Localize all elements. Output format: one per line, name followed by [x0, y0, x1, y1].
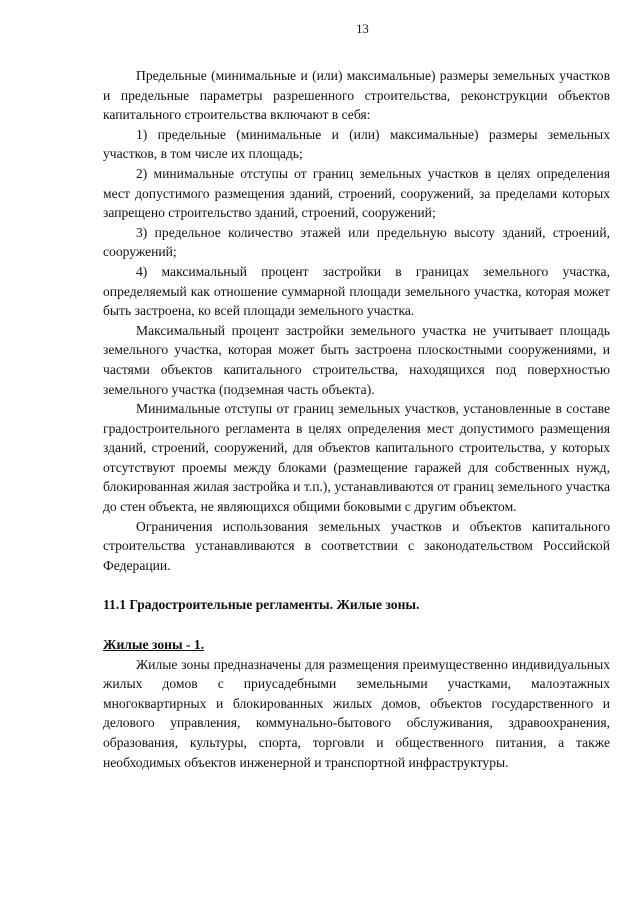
paragraph-build-percent: Максимальный процент застройки земельного участка не учитывает площадь земельного участка, которая может быть застроена плоскостными сооружениями, и частями объектов капитального строительства, находящихся под поверхностью земельного участка (подземная часть объекта).: [103, 322, 610, 397]
paragraph-intro: Предельные (минимальные и (или) максимальные) размеры земельных участков и предельные параметры разрешенного строительства, реконструкции объектов капитального строительства включают в себя:: [103, 68, 610, 123]
paragraph-restrictions: Ограничения использования земельных участков и объектов капитального строительства устанавливаются в соответствии с законодательством Российской Федерации.: [103, 518, 610, 573]
subsection-heading: Жилые зоны - 1.: [103, 637, 205, 653]
list-item-1: 1) предельные (минимальные и (или) максимальные) размеры земельных участков, в том числе их площадь;: [103, 126, 610, 162]
paragraph-min-offsets: Минимальные отступы от границ земельных участков, установленные в составе градостроительного регламента в целях определения мест допустимого размещения зданий, строений, сооружений, для объектов капитального строительства, у которых отсутствуют проемы между блоками (размещение гаражей для собственных нужд, блокированная жилая застройка и т.п.), устанавливаются от границ земельного участка до стен объекта, не являющихся общими боковыми с другим объектом.: [103, 401, 610, 515]
page-number: 13: [356, 22, 369, 36]
section-heading: 11.1 Градостроительные регламенты. Жилые зоны.: [103, 597, 420, 613]
list-item-2: 2) минимальные отступы от границ земельных участков в целях определения мест допустимого размещения зданий, строений, сооружений, за пределами которых запрещено строительство зданий, строений, сооружений;: [103, 165, 610, 221]
paragraph-residential-zones: Жилые зоны предназначены для размещения преимущественно индивидуальных жилых домов с приусадебными земельными участками, малоэтажных многоквартирных и блокированных жилых домов, объектов государственного и делового управления, коммунально-бытового обслуживания, здравоохранения, образования, культуры, спорта, торговли и общественного питания, а также необходимых объектов инженерной и транспортной инфраструктуры.: [103, 656, 610, 770]
list-item-3: 3) предельное количество этажей или предельную высоту зданий, строений, сооружений;: [103, 224, 610, 260]
list-item-4: 4) максимальный процент застройки в границах земельного участка, определяемый как отношение суммарной площади земельного участка, которая может быть застроена, ко всей площади земельного участка.: [103, 263, 610, 319]
